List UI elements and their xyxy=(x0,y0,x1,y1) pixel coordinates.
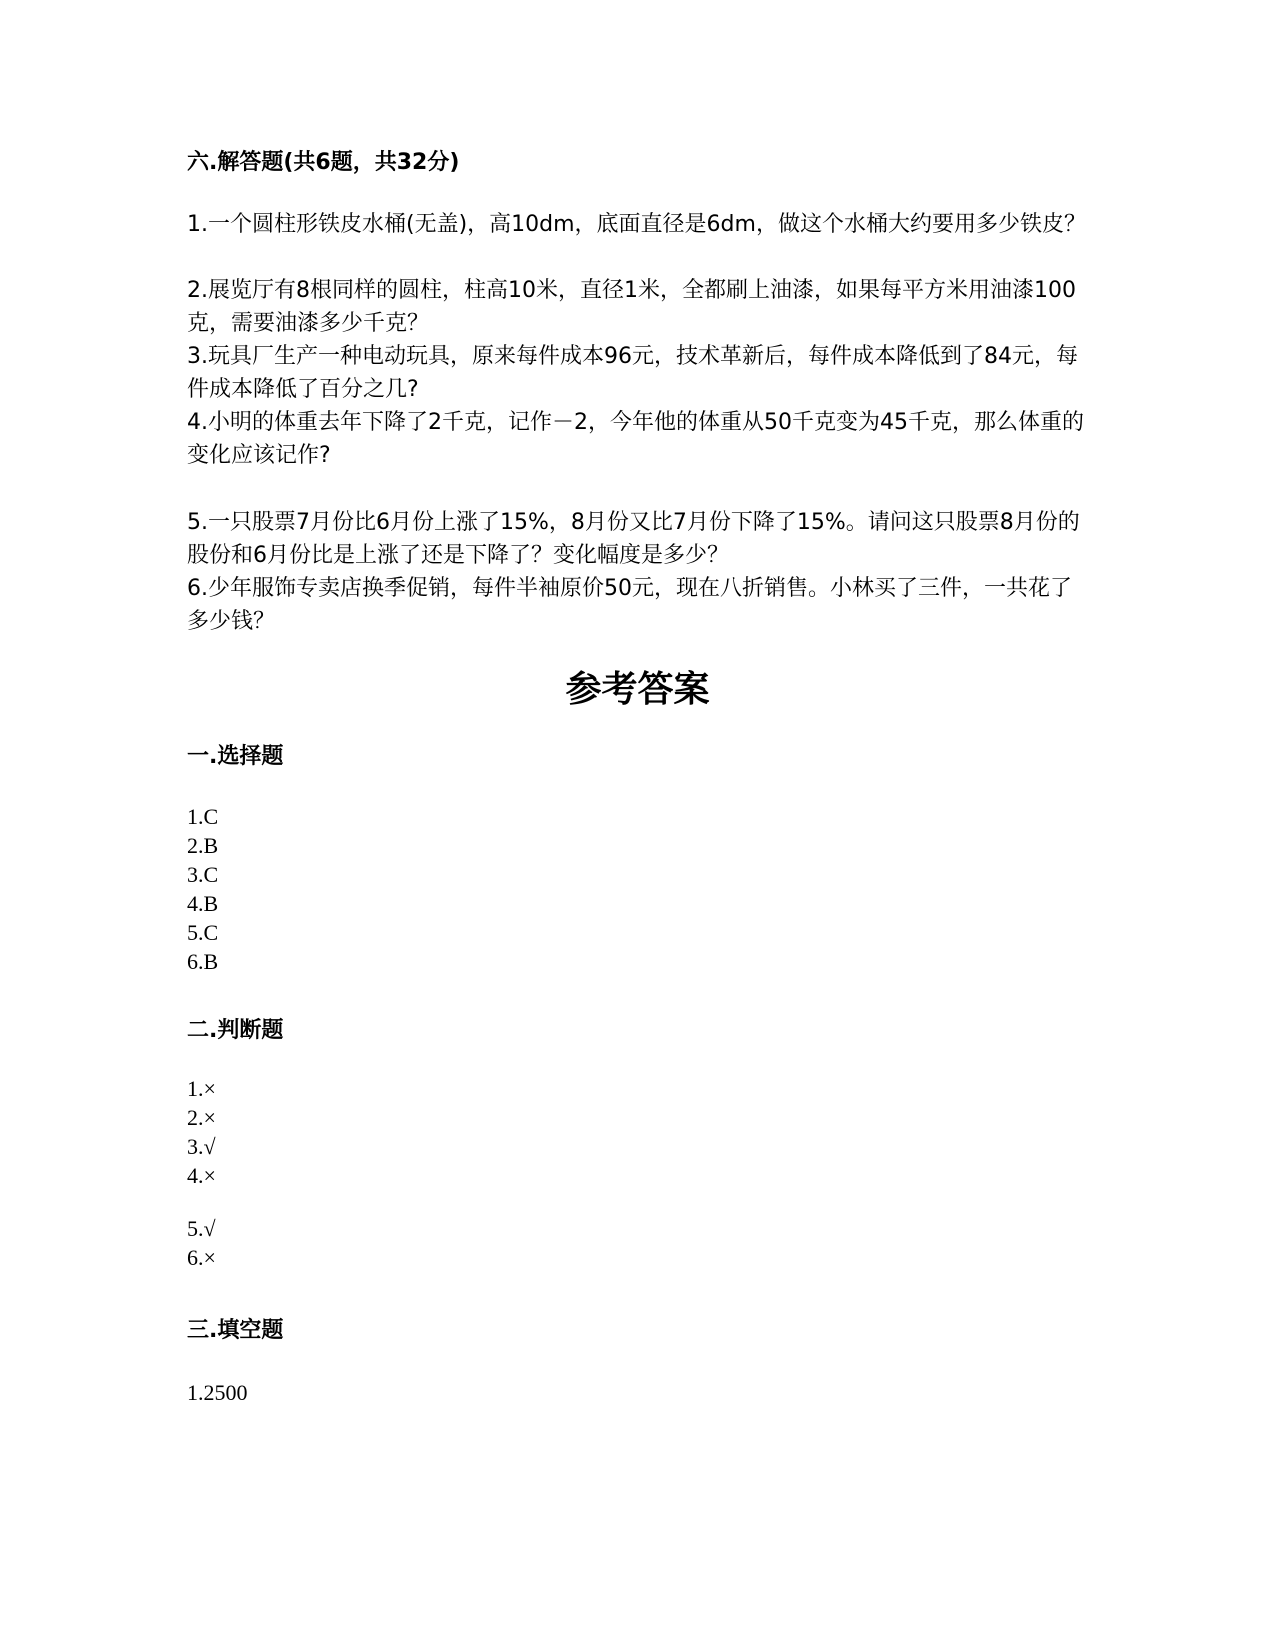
fill-answers xyxy=(187,1378,248,1407)
choice-heading: 一.选择题 xyxy=(187,744,284,769)
judge-answer-3: 3.√ xyxy=(187,1134,216,1159)
question-5: 5.一只股票7月份比6月份上涨了15%，8月份又比7月份下降了15%。请问这只股票8月份的股份和6月份比是上涨了还是下降了？变化幅度是多少？ xyxy=(187,510,1080,568)
judge-answers-part-1 xyxy=(187,1074,216,1190)
choice-answer-5: 5.C xyxy=(187,920,219,945)
choice-answer-2: 2.B xyxy=(187,833,219,858)
question-6: 6.少年服饰专卖店换季促销，每件半袖原价50元，现在八折销售。小林买了三件，一共花了多少钱？ xyxy=(187,576,1072,634)
judge-answer-5: 5.√ xyxy=(187,1216,216,1241)
fill-heading: 三.填空题 xyxy=(187,1318,284,1343)
judge-answer-2: 2.× xyxy=(187,1105,216,1130)
answers-title: 参考答案 xyxy=(565,669,710,710)
question-4: 4.小明的体重去年下降了2千克，记作－2，今年他的体重从50千克变为45千克，那么体重的变化应该记作? xyxy=(187,410,1084,468)
fill-answer-1: 1.2500 xyxy=(187,1380,248,1405)
section-six-heading: 六.解答题(共6题，共32分) xyxy=(187,150,460,175)
question-3: 3.玩具厂生产一种电动玩具，原来每件成本96元，技术革新后，每件成本降低到了84元，每件成本降低了百分之几? xyxy=(187,344,1078,402)
judge-answer-4: 4.× xyxy=(187,1163,216,1188)
choice-answer-6: 6.B xyxy=(187,949,219,974)
question-2: 2.展览厅有8根同样的圆柱，柱高10米，直径1米，全都刷上油漆，如果每平方米用油漆100克，需要油漆多少千克？ xyxy=(187,278,1076,336)
choice-answer-1: 1.C xyxy=(187,804,219,829)
question-1: 1.一个圆柱形铁皮水桶(无盖)，高10dm，底面直径是6dm，做这个水桶大约要用多少铁皮？ xyxy=(187,212,1086,237)
choice-answers xyxy=(187,802,218,976)
choice-answer-3: 3.C xyxy=(187,862,219,887)
judge-heading: 二.判断题 xyxy=(187,1018,284,1043)
judge-answers-part-2 xyxy=(187,1214,216,1272)
choice-answer-4: 4.B xyxy=(187,891,219,916)
judge-answer-1: 1.× xyxy=(187,1076,216,1101)
judge-answer-6: 6.× xyxy=(187,1245,216,1270)
